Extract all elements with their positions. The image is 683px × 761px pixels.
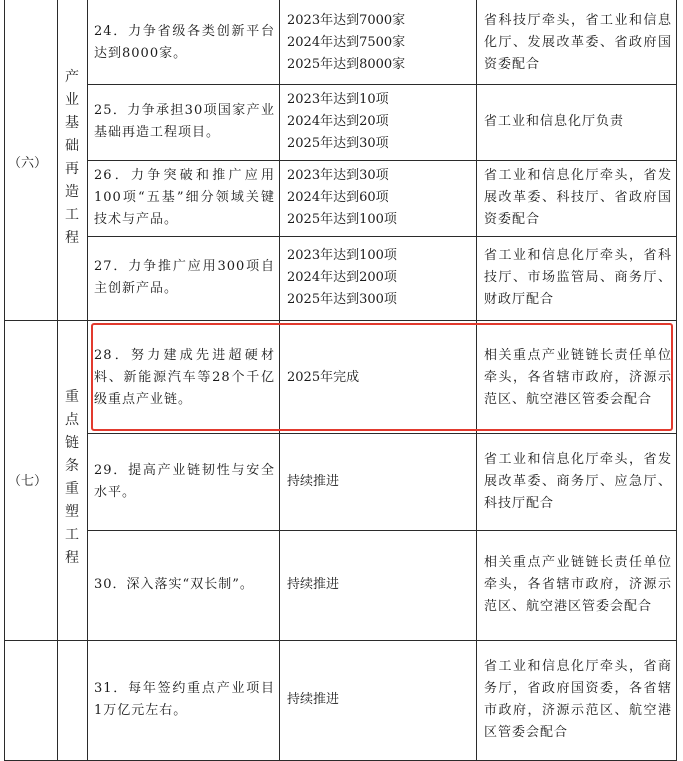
group-title-char: 工	[65, 527, 79, 543]
task-cell: 25．力争承担30项国家产业基础再造工程项目。	[94, 103, 275, 140]
target-cell	[287, 433, 473, 530]
highlight-box	[91, 323, 673, 431]
responsible-cell: 省工业和信息化厅负责	[484, 114, 625, 129]
group-title-char: 程	[65, 550, 79, 566]
group-seq: （七）	[8, 474, 48, 489]
grid-line	[676, 0, 677, 761]
target-line: 2024年达到200项	[287, 270, 397, 285]
target-cell	[287, 2, 473, 84]
target-cell	[287, 84, 473, 160]
target-cell	[287, 530, 473, 640]
target-line: 2023年达到100项	[287, 248, 397, 263]
target-line: 2024年达到7500家	[287, 35, 406, 50]
target-line: 2023年达到10项	[287, 92, 389, 107]
group-title	[57, 386, 87, 570]
task-cell: 26．力争突破和推广应用100项“五基”细分领域关键技术与产品。	[94, 168, 275, 227]
group-title-char: 重	[65, 481, 79, 497]
grid-line	[87, 0, 88, 761]
group-title-char: 础	[65, 138, 79, 154]
group-title-char: 重	[65, 389, 79, 405]
group-title-char: 造	[65, 184, 79, 200]
target-line: 2023年达到30项	[287, 168, 389, 183]
group-title-char: 条	[65, 458, 79, 474]
target-line: 持续推进	[287, 473, 340, 489]
target-line: 持续推进	[287, 692, 340, 707]
target-line: 2025年达到100项	[287, 212, 397, 227]
target-line: 2025年达到30项	[287, 136, 389, 151]
group-title-char: 工	[65, 207, 79, 223]
task-cell: 24．力争省级各类创新平台达到8000家。	[94, 24, 275, 61]
responsible-cell: 相关重点产业链链长责任单位牵头，各省辖市政府，济源示范区、航空港区管委会配合	[484, 555, 672, 614]
group-title-char: 产	[65, 69, 79, 85]
responsible-cell: 省科技厅牵头，省工业和信息化厅、发展改革委、省政府国资委配合	[484, 13, 672, 72]
responsible-cell: 省工业和信息化厅牵头，省发展改革委、商务厅、应急厅、科技厅配合	[484, 451, 672, 511]
group-title	[57, 66, 87, 250]
group-title-char: 再	[65, 161, 79, 177]
responsible-cell: 省工业和信息化厅牵头，省科技厅、市场监管局、商务厅、财政厅配合	[484, 248, 672, 307]
target-cell	[287, 236, 473, 320]
target-line: 2025年完成	[287, 369, 360, 385]
group-title-char: 塑	[65, 504, 79, 520]
target-line: 持续推进	[287, 577, 340, 592]
responsible-cell: 相关重点产业链链长责任单位牵头，各省辖市政府，济源示范区、航空港区管委会配合	[484, 347, 672, 407]
group-title-char: 业	[65, 92, 79, 108]
group-seq: （六）	[8, 156, 48, 171]
task-cell: 28．努力建成先进超硬材料、新能源汽车等28个千亿级重点产业链。	[94, 347, 275, 407]
target-line: 2024年达到20项	[287, 114, 389, 129]
target-line: 2024年达到60项	[287, 190, 389, 205]
group-title-char: 程	[65, 230, 79, 246]
target-line: 2023年达到7000家	[287, 13, 406, 28]
target-line: 2025年达到300项	[287, 292, 397, 307]
grid-line	[4, 0, 5, 761]
task-cell: 29．提高产业链韧性与安全水平。	[94, 462, 275, 500]
task-cell: 31．每年签约重点产业项目1万亿元左右。	[94, 681, 275, 718]
responsible-cell: 省工业和信息化厅牵头，省发展改革委、科技厅、省政府国资委配合	[484, 168, 672, 227]
target-line: 2025年达到8000家	[287, 57, 406, 72]
group-title-char: 基	[65, 115, 79, 131]
group-title-char: 点	[65, 412, 79, 428]
task-cell: 27．力争推广应用300项自主创新产品。	[94, 259, 275, 296]
task-cell: 30．深入落实“双长制”。	[94, 577, 254, 592]
responsible-cell: 省工业和信息化厅牵头，省商务厅，省政府国资委，各省辖市政府，济源示范区、航空港区管委会配合	[484, 659, 672, 740]
target-cell	[287, 160, 473, 236]
group-title-char: 链	[65, 435, 79, 451]
grid-line	[4, 320, 676, 321]
target-cell	[287, 640, 473, 760]
